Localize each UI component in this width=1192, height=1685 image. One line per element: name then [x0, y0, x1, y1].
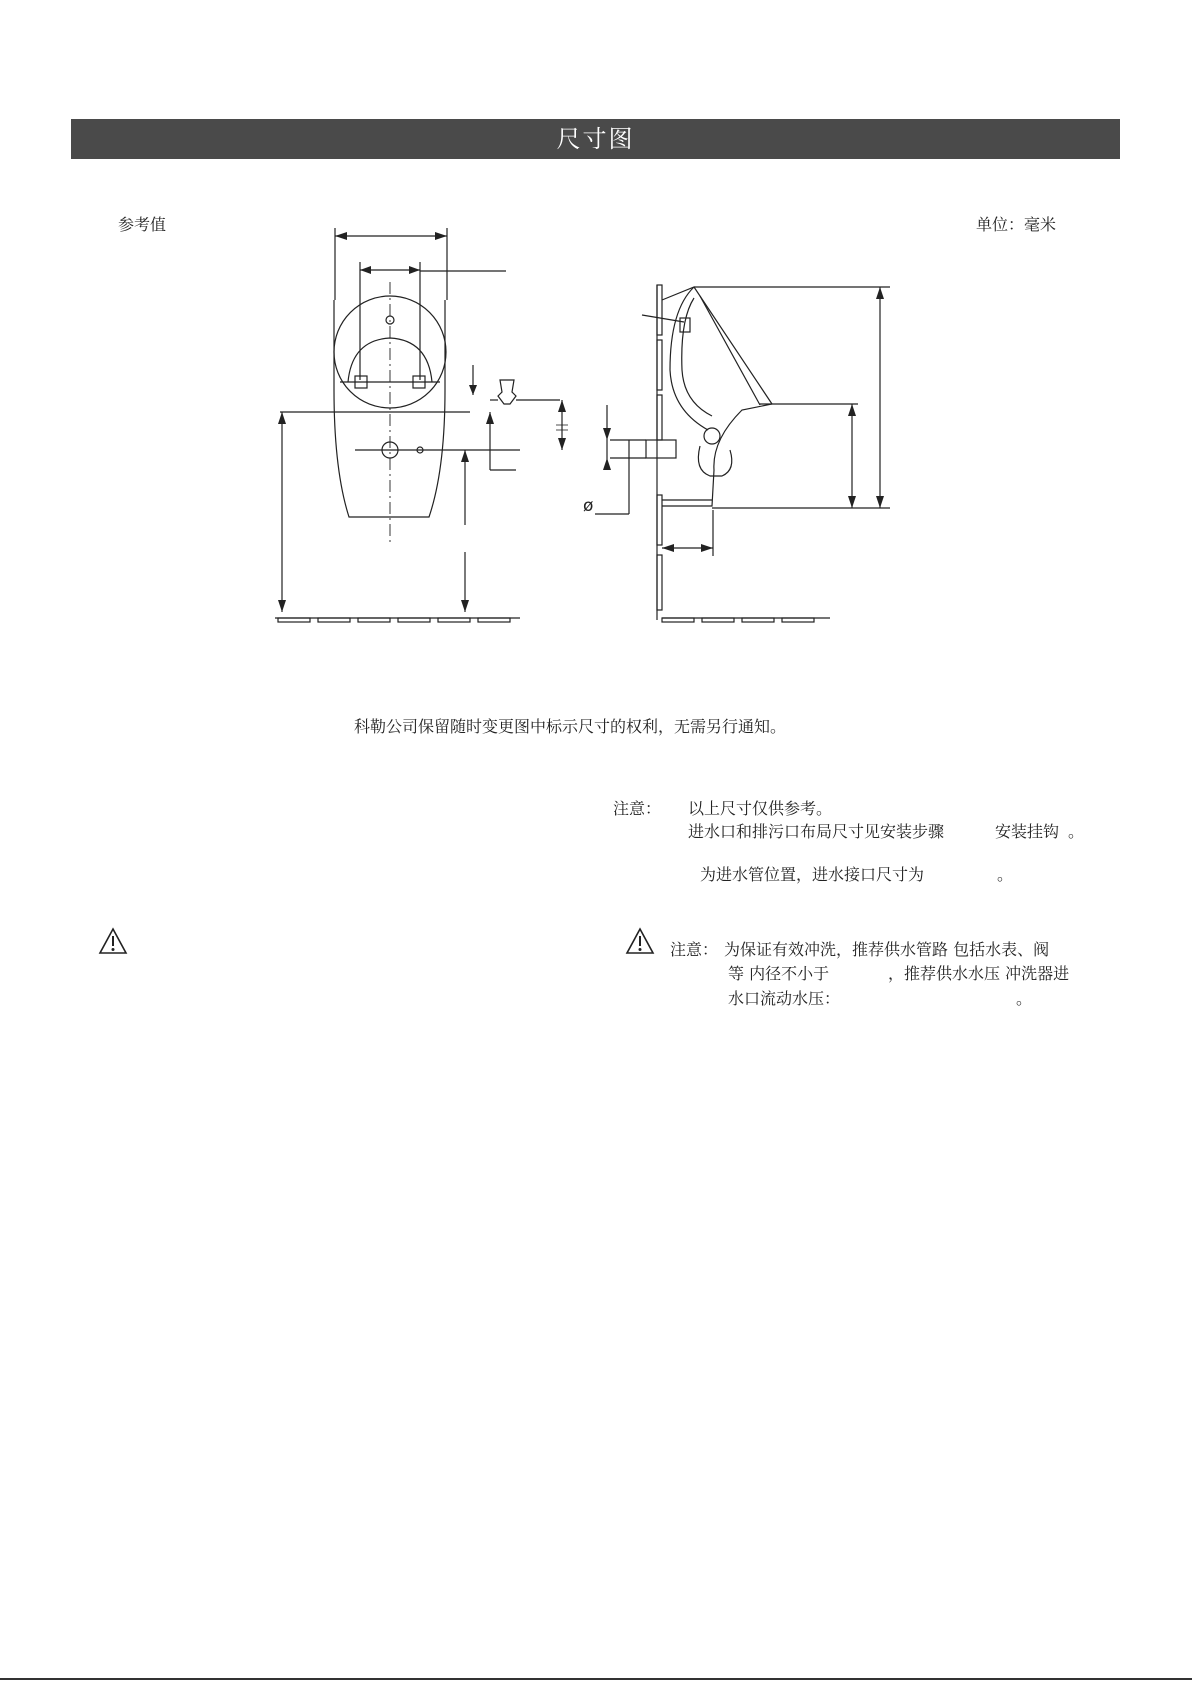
warning-icon	[625, 927, 655, 955]
note2-head: 注意：	[670, 940, 719, 959]
note1-head: 注意：	[613, 799, 662, 818]
note1-line2c: 。	[1068, 822, 1085, 841]
note2-line1: 为保证有效冲洗，推荐供水管路 包括水表、阀	[724, 940, 1050, 959]
front-view	[275, 228, 568, 622]
copyright-note: 科勒公司保留随时变更图中标示尺寸的权利，无需另行通知。	[354, 717, 787, 736]
note2-line3b: 。	[1016, 989, 1033, 1008]
note2-line2b: ，推荐供水水压 冲洗器进	[888, 964, 1070, 983]
unit-label: 单位：毫米	[976, 215, 1057, 234]
note2-line2a: 等 内径不小于	[728, 964, 830, 983]
warning-icon	[98, 927, 128, 955]
note1-line1: 以上尺寸仅供参考。	[688, 799, 833, 818]
note1-line2b: 安装挂钩	[995, 822, 1060, 841]
page-title: 尺寸图	[71, 119, 1120, 159]
dimension-drawing	[0, 0, 1192, 660]
side-view	[595, 285, 890, 622]
reference-label: 参考值	[118, 215, 167, 234]
note1-line2a: 进水口和排污口布局尺寸见安装步骤	[688, 822, 945, 841]
note1-line3a: 为进水管位置，进水接口尺寸为	[700, 865, 925, 884]
footer-divider	[0, 1678, 1192, 1680]
note1-line3b: 。	[997, 865, 1014, 884]
note2-line3a: 水口流动水压：	[728, 989, 841, 1008]
diameter-symbol: ø	[583, 496, 594, 516]
